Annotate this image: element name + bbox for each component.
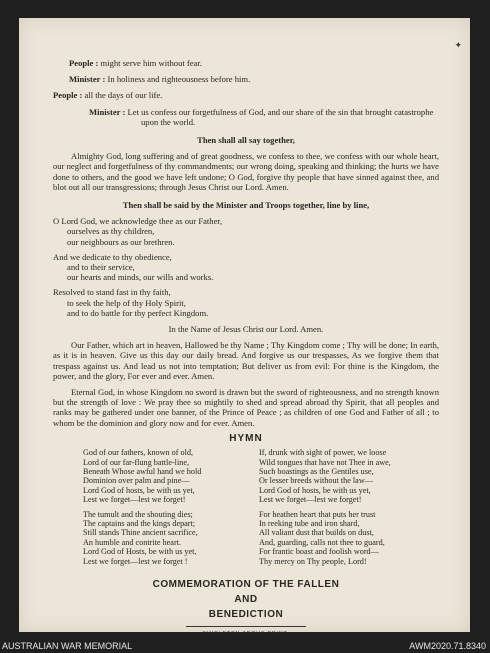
speaker: Minister : xyxy=(89,106,126,117)
response-text: might serve him without fear. xyxy=(100,58,202,68)
hymn-line: Lord of our far-flung battle-line, xyxy=(83,457,190,467)
commemoration-line: COMMEMORATION OF THE FALLEN xyxy=(152,578,340,590)
document-page xyxy=(19,18,470,637)
hymn-line: Or lesser breeds without the law— xyxy=(259,476,373,486)
hymn-line: Beneath Whose awful hand we hold xyxy=(83,466,202,476)
hymn-line: In reeking tube and iron shard, xyxy=(259,518,360,528)
prayer-line: ourselves as thy children, xyxy=(67,226,155,237)
prayer-line: and to do battle for thy perfect Kingdom. xyxy=(67,307,209,318)
hymn-line: The captains and the kings depart; xyxy=(83,518,196,528)
hymn-title: HYMN xyxy=(229,432,263,444)
response-line xyxy=(53,90,439,100)
hymn-line: Lord God of hosts, be with us yet, xyxy=(83,485,195,495)
response-line xyxy=(53,74,439,84)
speaker: People : xyxy=(69,58,99,68)
hymn-line: An humble and contrite heart. xyxy=(83,537,181,547)
lords-prayer: Our Father, which art in heaven, Hallowed be thy Name ; Thy Kingdom come ; Thy will be done; In earth, as it is in heaven. Give us this day our daily bread. And forgive us our trespasses, As we forgive them that trespass against us. And lead us not into temptation; But deliver us from evil: For thine is the Kingdom, the power, and the glory, For ever and ever. Amen. xyxy=(53,340,439,381)
in-the-name-line: In the Name of Jesus Christ our Lord. Amen. xyxy=(168,324,324,335)
hymn-stanza xyxy=(83,448,253,504)
hymn-line: For frantic boast and foolish word— xyxy=(259,547,379,557)
prayer-line: O Lord God, we acknowledge thee as our Father, xyxy=(53,216,223,227)
response-text: all the days of our life. xyxy=(84,90,163,101)
response-line xyxy=(53,107,439,127)
speaker: Minister : xyxy=(69,74,106,85)
archive-name: AUSTRALIAN WAR MEMORIAL xyxy=(2,641,133,651)
hymn-line: All valiant dust that builds on dust, xyxy=(259,528,374,538)
prayer-line: our hearts and minds, our wills and works. xyxy=(67,272,214,283)
response-text: Let us confess our forgetfulness of God, and our share of the sin that brought catastrophe upon the world. xyxy=(127,106,434,127)
prayer-line: and to their service, xyxy=(67,262,135,273)
hymn-line: Thy mercy on Thy people, Lord! xyxy=(259,556,367,566)
hymn-line: Wild tongues that have not Thee in awe, xyxy=(259,457,391,467)
hymn-line: Lord God of Hosts, be with us yet, xyxy=(83,547,197,557)
hymn-stanza xyxy=(83,510,253,566)
printer-imprint: SINGLETON ARGUS PRINT. xyxy=(202,630,290,637)
printer-rule xyxy=(186,626,306,627)
rubric-heading: Then shall all say together, xyxy=(197,135,295,146)
speaker: People : xyxy=(53,90,83,101)
commemoration-line: AND xyxy=(234,593,258,605)
hymn-line: If, drunk with sight of power, we loose xyxy=(259,448,387,458)
order-of-service xyxy=(53,58,439,639)
rubric-heading: Then shall be said by the Minister and Troops together, line by line, xyxy=(122,200,370,211)
hymn-line: For heathen heart that puts her trust xyxy=(259,509,376,519)
prayer-line: our neighbours as our brethren. xyxy=(67,236,175,247)
responses xyxy=(53,58,439,127)
archive-reference: AWM2020.71.8340 xyxy=(409,641,486,651)
hymn-verses xyxy=(53,448,439,571)
hymn-line: Such boastings as the Gentiles use, xyxy=(259,466,374,476)
dedication-prayer xyxy=(53,216,439,318)
hymn-line: The tumult and the shouting dies; xyxy=(83,509,193,519)
prayer-line: Resolved to stand fast in thy faith, xyxy=(53,287,171,298)
hymn-line: Lest we forget—lest we forget ! xyxy=(83,556,188,566)
commemoration-line: BENEDICTION xyxy=(208,608,284,620)
hymn-line: Lest we forget—lest we forget! xyxy=(259,495,362,505)
hymn-line: God of our fathers, known of old, xyxy=(83,448,194,458)
hymn-stanza xyxy=(259,448,429,504)
response-line xyxy=(53,58,439,68)
hymn-line: Dominion over palm and pine— xyxy=(83,476,190,486)
corner-mark: ✦ xyxy=(454,40,462,50)
hymn-column-left xyxy=(83,448,253,571)
hymn-line: Lord God of hosts, be with us yet, xyxy=(259,485,371,495)
hymn-line: And, guarding, calls not thee to guard, xyxy=(259,537,385,547)
hymn-column-right xyxy=(259,448,429,571)
response-text: In holiness and righteousness before him. xyxy=(107,74,251,85)
prayer-line: And we dedicate to thy obedience, xyxy=(53,251,172,262)
hymn-line: Lest we forget—lest we forget! xyxy=(83,495,186,505)
hymn-line: Still stands Thine ancient sacrifice, xyxy=(83,528,198,538)
archive-footer xyxy=(0,639,490,653)
commemoration-title xyxy=(53,577,439,622)
eternal-god-prayer: Eternal God, in whose Kingdom no sword is drawn but the sword of righteousness, and no strength known but the strength of love : We pray thee so mightily to shed and spread abroad thy Spirit, that all peoples and ranks may be gathered under one banner, of the Prince of Peace ; as children of one God and Father of all ; to whom be the dominion and glory now and for ever. Amen. xyxy=(53,387,439,428)
general-confession: Almighty God, long suffering and of great goodness, we confess to thee, we confess with our whole heart, our neglect and forgetfulness of thy commandments; our wrong doing, speaking and thinking; the hurts we have done to others, and the good we have left undone; O God, forgive thy people that have sinned against thee, and blot out all our transgressions; through Jesus Christ our Lord. Amen. xyxy=(53,151,439,192)
hymn-stanza xyxy=(259,510,429,566)
prayer-line: to seek the help of thy Holy Spirit, xyxy=(67,297,186,308)
